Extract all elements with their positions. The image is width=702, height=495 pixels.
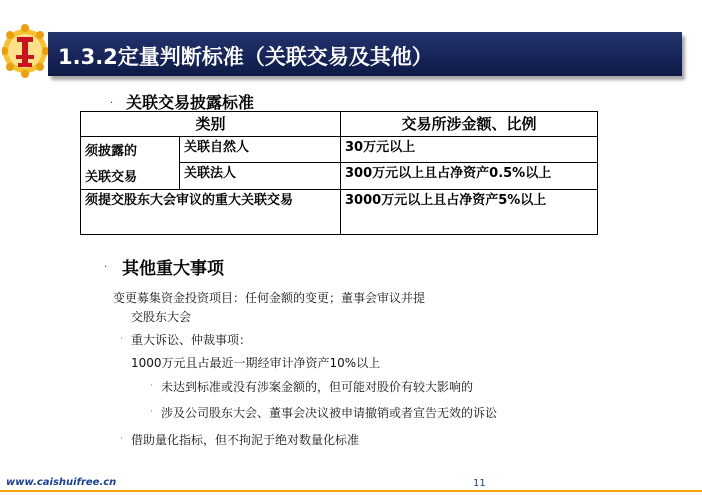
item2-sub1: 未达到标准或没有涉案金额的，但可能对股价有较大影响的 — [161, 380, 474, 394]
slide-title: 1.3.2定量判断标准（关联交易及其他） — [58, 45, 433, 69]
item2-line1: 重大诉讼、仲裁事项： — [131, 333, 252, 347]
section1-heading: 关联交易披露标准 — [126, 93, 255, 112]
table-header-amount — [341, 112, 598, 137]
item2-bullet: · — [120, 334, 123, 344]
item2-sub2-bullet: · — [150, 407, 153, 417]
row-threshold-cell: 300万元以上且占净资产0.5%以上 — [341, 162, 598, 189]
table-header-row — [81, 112, 598, 137]
row-threshold-cell: 30万元以上 — [341, 137, 598, 162]
section2-bullet: · — [104, 262, 108, 273]
group-label-cell — [81, 137, 180, 190]
row-type-cell: 关联自然人 — [180, 137, 341, 162]
group-label-line2: 关联交易 — [85, 170, 138, 186]
company-logo-icon — [2, 21, 48, 82]
group-label-line1: 须披露的 — [85, 144, 138, 160]
header-category-label: 类别 — [195, 114, 226, 133]
last-row-label-cell: 须提交股东大会审议的重大关联交易 — [81, 190, 341, 235]
item3-bullet: · — [120, 434, 123, 444]
section1-bullet: · — [110, 98, 114, 109]
table-row — [81, 137, 598, 162]
footer-url-link[interactable]: www.caishuifree.cn — [6, 477, 117, 488]
item2-sub1-bullet: · — [150, 381, 153, 391]
table-row — [81, 190, 598, 235]
row-type-cell: 关联法人 — [180, 162, 341, 189]
page-number: 11 — [473, 478, 486, 489]
header-amount-label: 交易所涉金额、比例 — [401, 114, 537, 133]
last-row-threshold-cell: 3000万元以上且占净资产5%以上 — [341, 190, 598, 235]
title-bar — [48, 32, 682, 76]
bottom-divider — [0, 490, 702, 492]
table-header-category — [81, 112, 341, 137]
section2-heading: 其他重大事项 — [122, 259, 224, 279]
item1-line2: 交股东大会 — [131, 310, 192, 324]
item2-line2: 1000万元且占最近一期经审计净资产10%以上 — [131, 356, 381, 370]
item2-sub2: 涉及公司股东大会、董事会决议被申请撤销或者宣告无效的诉讼 — [161, 406, 498, 420]
related-party-disclosure-table — [80, 111, 598, 235]
item1-line1: 变更募集资金投资项目：任何金额的变更；董事会审议并提 — [113, 291, 426, 305]
item3-text: 借助量化指标，但不拘泥于绝对数量化标准 — [131, 433, 360, 447]
